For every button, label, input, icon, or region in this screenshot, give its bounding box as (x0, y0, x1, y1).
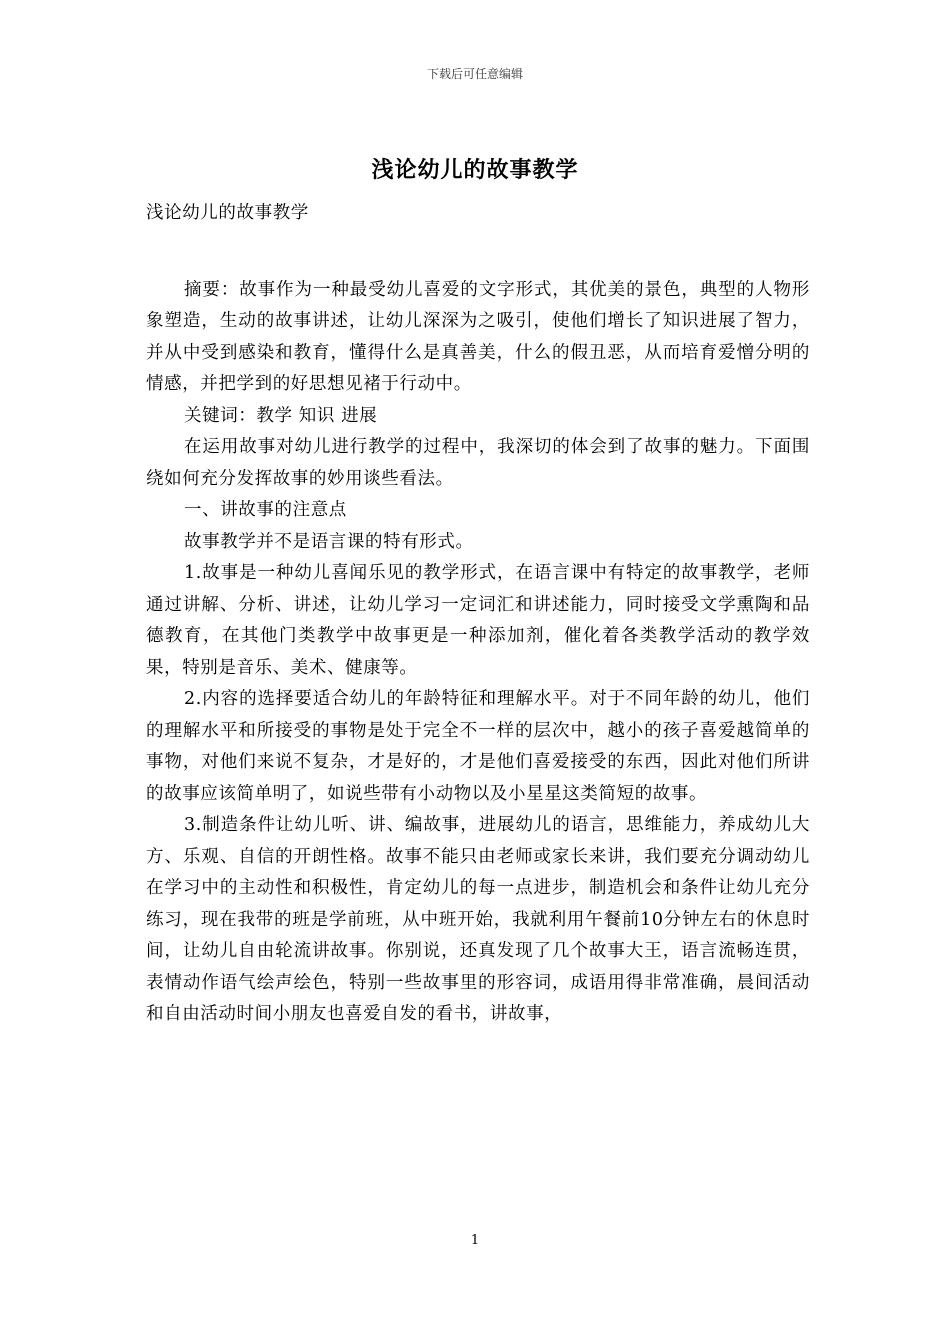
numbered-paragraph-1: 1.故事是一种幼儿喜闻乐见的教学形式，在语言课中有特定的故事教学，老师通过讲解、分析、讲述，让幼儿学习一定词汇和讲述能力，同时接受文学熏陶和品德教育，在其他门类教学中故事更是一种添加剂，催化着各类教学活动的教学效果，特别是音乐、美术、健康等。 (146, 563, 810, 678)
numbered-paragraph-2: 2.内容的选择要适合幼儿的年龄特征和理解水平。对于不同年龄的幼儿，他们的理解水平和所接受的事物是处于完全不一样的层次中，越小的孩子喜爱越简单的事物，对他们来说不复杂，才是好的，才是他们喜爱接受的东西，因此对他们所讲的故事应该简单明了，如说些带有小动物以及小星星这类简短的故事。 (146, 689, 810, 804)
header-note: 下载后可任意编辑 (426, 67, 523, 81)
intro-paragraph: 在运用故事对幼儿进行教学的过程中，我深切的体会到了故事的魅力。下面围绕如何充分发挥故事的妙用谈些看法。 (146, 437, 810, 489)
keywords-paragraph: 关键词：教学 知识 进展 (184, 405, 378, 426)
document-subtitle: 浅论幼儿的故事教学 (146, 203, 309, 223)
abstract-paragraph: 摘要：故事作为一种最受幼儿喜爱的文字形式，其优美的景色，典型的人物形象塑造，生动的故事讲述，让幼儿深深为之吸引，使他们增长了知识进展了智力，并从中受到感染和教育，懂得什么是真善美，什么的假丑恶，从而培育爱憎分明的情感，并把学到的好思想见褚于行动中。 (146, 279, 810, 394)
section-heading: 一、讲故事的注意点 (184, 500, 347, 520)
document-title: 浅论幼儿的故事教学 (371, 157, 579, 183)
page-number: 1 (470, 1233, 480, 1248)
document-body (146, 198, 810, 1031)
numbered-paragraph-3: 3.制造条件让幼儿听、讲、编故事，进展幼儿的语言，思维能力，养成幼儿大方、乐观、自信的开朗性格。故事不能只由老师或家长来讲，我们要充分调动幼儿在学习中的主动性和积极性，肯定幼儿的每一点进步，制造机会和条件让幼儿充分练习，现在我带的班是学前班，从中班开始，我就利用午餐前10分钟左右的休息时间，让幼儿自由轮流讲故事。你别说，还真发现了几个故事大王，语言流畅连贯，表情动作语气绘声绘色，特别一些故事里的形容词，成语用得非常准确，晨间活动和自由活动时间小朋友也喜爱自发的看书，讲故事， (146, 815, 810, 1024)
body-paragraph: 故事教学并不是语言课的特有形式。 (184, 531, 474, 552)
